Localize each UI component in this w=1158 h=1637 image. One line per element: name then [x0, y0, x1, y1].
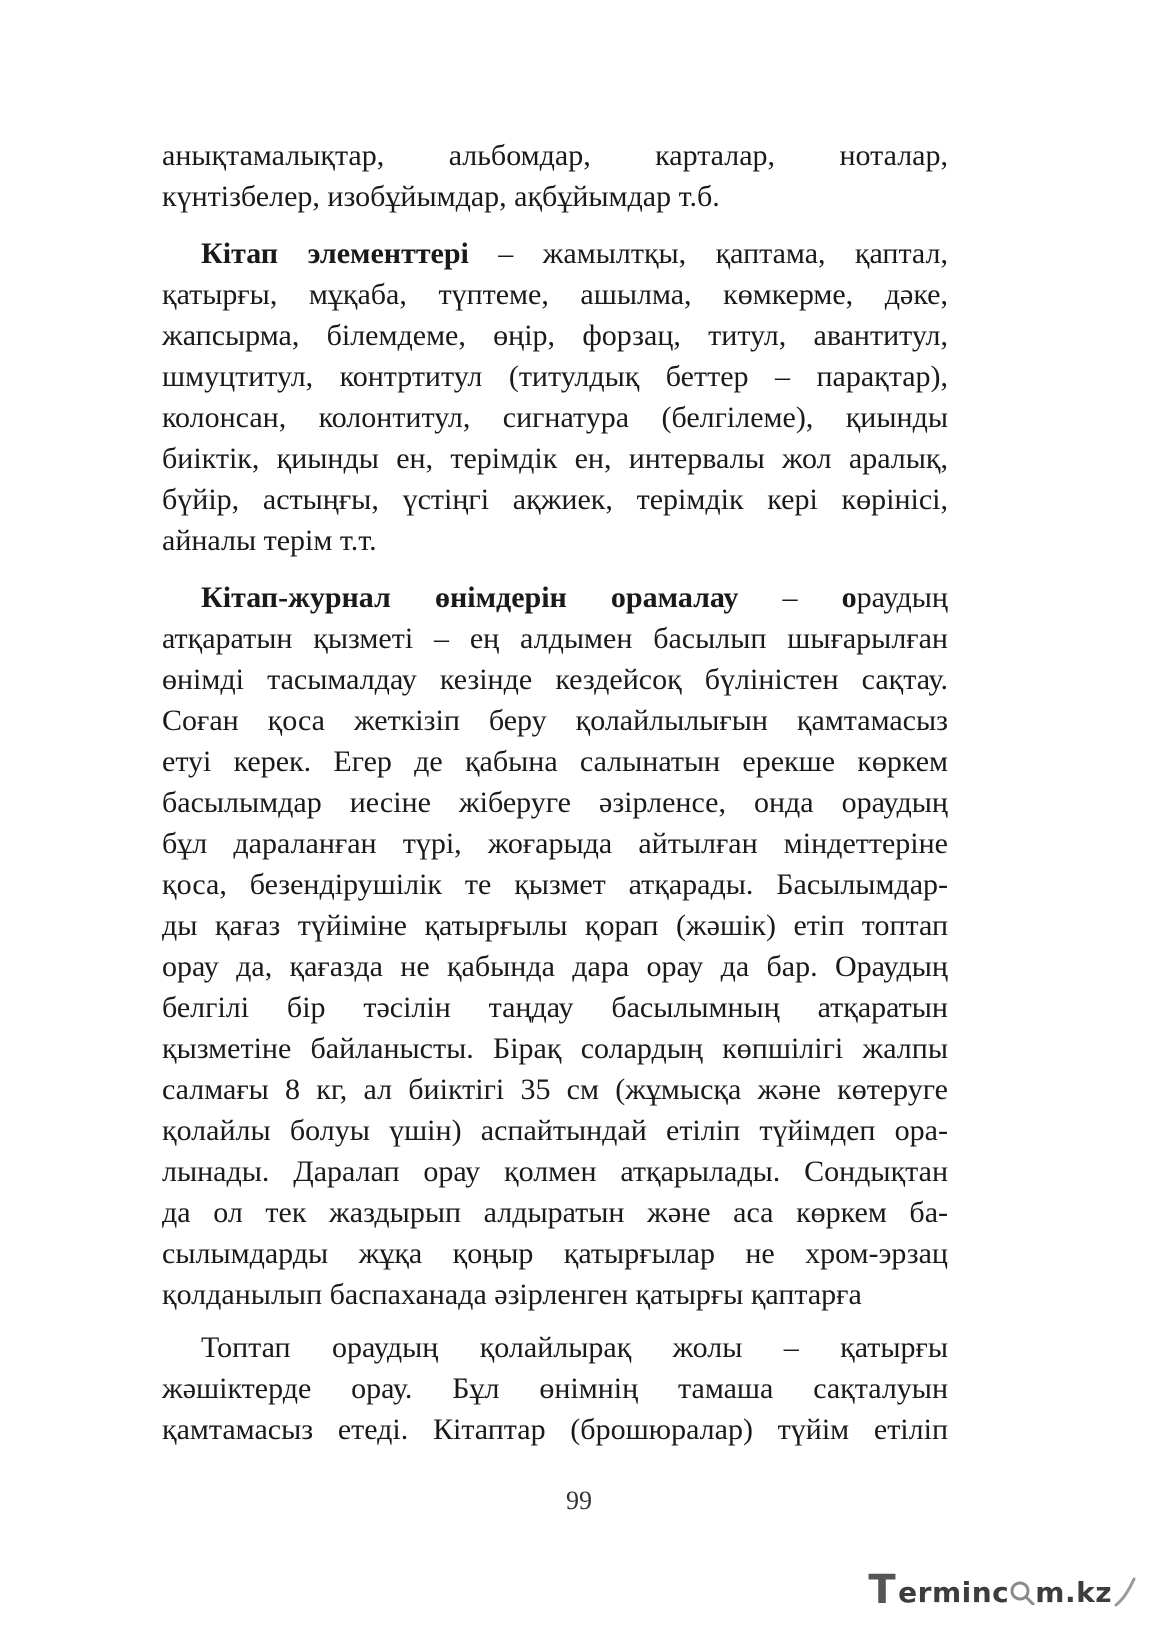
text-fragment: раудың	[856, 581, 948, 614]
text-line: анықтамалықтар, альбомдар, карталар, ноталар,	[162, 139, 948, 172]
text-line: қызметіне байланысты. Бірақ солардың көпшілігі жалпы	[162, 1032, 948, 1065]
text-line: өнімді тасымалдау кезінде кездейсоқ бүлініcтен сақтау.	[162, 663, 948, 696]
swoosh-icon	[1114, 1575, 1136, 1609]
text-line: жәшіктерде орау. Бұл өнімнің тамаша сақталуын	[162, 1372, 948, 1405]
term-heading: Кітап элементтері	[201, 237, 469, 270]
text-line: қолайлы болуы үшін) аспайтындай етіліп түйімдеп ора-	[162, 1114, 948, 1147]
text-line: бұл дараланған түрі, жоғарыда айтылған міндеттеріне	[162, 827, 948, 860]
text-fragment: – жамылтқы, қаптама, қаптал,	[468, 237, 948, 270]
text-line: атқаратын қызметі – ең алдымен басылып шығарылған	[162, 622, 948, 655]
text-line: күнтізбелер, изобұйымдар, ақбұйымдар т.б.	[162, 180, 720, 213]
text-line: қатырғы, мұқаба, түптеме, ашылма, көмкерме, дәке,	[162, 278, 948, 311]
text-line: лынады. Даралап орау қолмен атқарылады. Сондықтан	[162, 1155, 948, 1188]
text-line: белгілі бір тәсілін таңдау басылымның атқаратын	[162, 991, 948, 1024]
watermark-logo	[868, 1567, 1136, 1617]
text-line: салмағы 8 кг, ал биіктігі 35 см (жұмысқа және көтеруге	[162, 1073, 948, 1106]
text-line: да ол тек жаздырып алдыратын және аса көркем ба-	[162, 1196, 948, 1229]
text-line: ды қағаз түйіміне қатырғылы қорап (жәшік) етіп топтап	[162, 909, 948, 942]
watermark-letter: T	[868, 1567, 897, 1613]
page-body	[162, 135, 948, 1450]
text-line: айналы терім т.т.	[162, 524, 377, 557]
text-fragment-bold: о	[841, 581, 857, 614]
text-line: колонсан, колонтитул, сигнатура (белгілеме), қиынды	[162, 401, 948, 434]
text-line: Топтап ораудың қолайлырақ жолы – қатырғы	[201, 1331, 948, 1364]
text-line: Соған қоса жеткізіп беру қолайлылығын қамтамасыз	[162, 704, 948, 737]
text-line: биіктік, қиынды ен, терімдік ен, интервалы жол аралық,	[162, 442, 948, 475]
text-line: етуі керек. Егер де қабына салынатын ерекше көркем	[162, 745, 948, 778]
text-line: қамтамасыз етеді. Кітаптар (брошюралар) түйім етіліп	[162, 1413, 948, 1446]
text-line: бүйір, астыңғы, үстіңгі ақжиек, терімдік кері көрінісі,	[162, 483, 948, 516]
term-heading: Кітап-журнал өнімдерін орамалау	[201, 581, 739, 614]
paragraph-4	[162, 1327, 948, 1450]
text-line	[162, 233, 948, 274]
text-line: басылымдар иесіне жіберуге әзірленсе, онда ораудың	[162, 786, 948, 819]
text-line	[162, 577, 948, 618]
text-line: шмуцтитул, контртитул (титулдық беттер – парақтар),	[162, 360, 948, 393]
text-fragment: –	[738, 581, 842, 614]
paragraph-3	[162, 577, 948, 1315]
page-number: 99	[566, 1486, 592, 1515]
text-line: орау да, қағазда не қабында дара орау да бар. Ораудың	[162, 950, 948, 983]
watermark-suffix: m.kz	[1035, 1575, 1112, 1609]
paragraph-1	[162, 135, 948, 217]
text-line: қоса, безендірушілік те қызмет атқарады. Басылымдар-	[162, 868, 948, 901]
text-line: қолданылып баспаханада әзірленген қатырғы қаптарға	[162, 1278, 862, 1311]
magnifier-icon	[1009, 1579, 1035, 1605]
paragraph-2	[162, 233, 948, 561]
watermark-text: erminc	[898, 1575, 1010, 1609]
text-line: жапсырма, білемдеме, өңір, форзац, титул, авантитул,	[162, 319, 948, 352]
text-line: сылымдарды жұқа қоңыр қатырғылар не хром-эрзац	[162, 1237, 948, 1270]
